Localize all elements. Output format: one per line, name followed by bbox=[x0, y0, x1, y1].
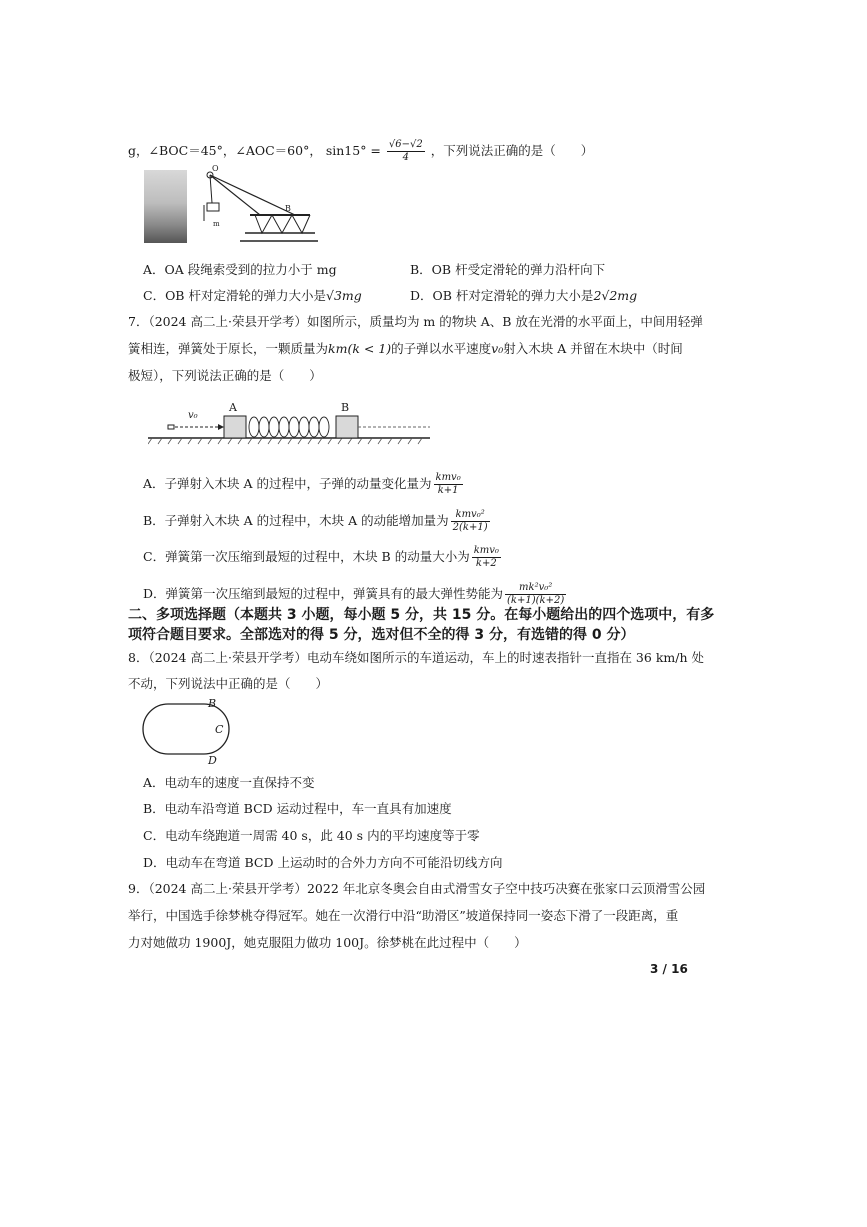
q7-option-b-fraction bbox=[451, 509, 490, 534]
q6-option-d-text: D．OB 杆对定滑轮的弹力大小是 bbox=[410, 288, 594, 303]
label-o: O bbox=[212, 164, 219, 173]
q7-option-a-text: A．子弹射入木块 A 的过程中，子弹的动量变化量为 bbox=[143, 476, 432, 491]
q6-option-c-math: √3mg bbox=[325, 288, 362, 303]
q7-option-a bbox=[143, 472, 465, 497]
q6-option-c-text: C．OB 杆对定滑轮的弹力大小是 bbox=[143, 288, 326, 303]
q6-option-d bbox=[410, 288, 637, 304]
q7-b-den: 2(k+1) bbox=[452, 522, 488, 533]
crane-photo bbox=[144, 170, 187, 243]
q7-a-den: k+1 bbox=[437, 485, 459, 496]
q6-option-c bbox=[143, 288, 362, 304]
q7-b-num: kmv₀² bbox=[451, 509, 490, 522]
q7-d-den: (k+1)(k+2) bbox=[507, 595, 565, 606]
spring-blocks-diagram bbox=[148, 398, 433, 448]
q7-option-c bbox=[143, 545, 503, 570]
q8-option-a: A．电动车的速度一直保持不变 bbox=[143, 775, 315, 790]
q6-intro bbox=[128, 139, 593, 164]
q7-line2-suffix: 射入木块 A 并留在木块中（时间 bbox=[503, 341, 683, 356]
label-block-a: A bbox=[229, 401, 237, 414]
q6-intro-suffix: ，下列说法正确的是（ ） bbox=[430, 143, 594, 158]
sin-fraction bbox=[387, 139, 425, 164]
q7-option-d-fraction bbox=[505, 582, 566, 607]
sin-label: sin15° = bbox=[325, 143, 381, 158]
q7-line2-prefix: 簧相连，弹簧处于原长，一颗质量为 bbox=[128, 341, 329, 356]
q7-d-num: mk²v₀² bbox=[505, 582, 566, 595]
q7-line2-mid: 的子弹以水平速度 bbox=[391, 341, 492, 356]
crane-diagram bbox=[200, 163, 320, 248]
q7-option-b bbox=[143, 509, 492, 534]
section2-heading-line1: 二、多项选择题（本题共 3 小题，每小题 5 分，共 15 分。在每小题给出的四个选项中，有多 bbox=[128, 607, 715, 623]
section2-heading-line2: 项符合题目要求。全部选对的得 5 分，选对但不全的得 3 分，有选错的得 0 分） bbox=[128, 627, 635, 643]
label-v0: v₀ bbox=[188, 410, 198, 421]
label-m: m bbox=[213, 220, 220, 228]
q9-line3: 力对她做功 1900J，她克服阻力做功 100J。徐梦桃在此过程中（ ） bbox=[128, 935, 527, 950]
q8-line2: 不动，下列说法中正确的是（ ） bbox=[128, 676, 329, 691]
q7-c-num: kmv₀ bbox=[473, 545, 499, 556]
label-b: B bbox=[285, 204, 291, 213]
q7-option-c-text: C．弹簧第一次压缩到最短的过程中，木块 B 的动量大小为 bbox=[143, 549, 470, 564]
label-b: B bbox=[208, 698, 217, 710]
q8-option-c: C．电动车绕跑道一周需 40 s，此 40 s 内的平均速度等于零 bbox=[143, 828, 480, 843]
q9-line1: 9．（2024 高二上·荣县开学考）2022 年北京冬奥会自由式滑雪女子空中技巧决赛在张家口云顶滑雪公园 bbox=[128, 881, 706, 896]
q7-c-den: k+2 bbox=[475, 558, 497, 569]
q8-option-d: D．电动车在弯道 BCD 上运动时的合外力方向不可能沿切线方向 bbox=[143, 855, 503, 870]
q7-line2-math2: v₀ bbox=[491, 341, 504, 356]
q6-option-b: B．OB 杆受定滑轮的弹力沿杆向下 bbox=[410, 262, 606, 277]
page-number: 3 / 16 bbox=[650, 962, 688, 976]
sin-denominator: 4 bbox=[402, 152, 409, 163]
q7-option-b-text: B．子弹射入木块 A 的过程中，木块 A 的动能增加量为 bbox=[143, 513, 449, 528]
label-c: C bbox=[215, 723, 224, 736]
q8-option-b: B．电动车沿弯道 BCD 运动过程中，车一直具有加速度 bbox=[143, 801, 452, 816]
label-d: D bbox=[208, 754, 217, 766]
q7-line2-math1: km(k < 1) bbox=[328, 341, 392, 356]
q7-line2 bbox=[128, 341, 683, 357]
q7-line3: 极短），下列说法正确的是（ ） bbox=[128, 368, 322, 383]
label-block-b: B bbox=[341, 401, 350, 414]
q8-line1: 8．（2024 高二上·荣县开学考）电动车绕如图所示的车道运动，车上的时速表指针一直指在 36 km/h 处 bbox=[128, 650, 704, 665]
q7-option-a-fraction bbox=[434, 472, 463, 497]
q7-a-num: kmv₀ bbox=[435, 472, 461, 483]
q7-option-c-fraction bbox=[472, 545, 501, 570]
sin-numerator: √6−√2 bbox=[388, 139, 423, 150]
q6-intro-prefix: g，∠BOC＝45°，∠AOC＝60°， bbox=[128, 143, 322, 158]
q9-line2: 举行，中国选手徐梦桃夺得冠军。她在一次滑行中沿“助滑区”坡道保持同一姿态下滑了一段距离，重 bbox=[128, 908, 679, 923]
q6-option-d-math: 2√2mg bbox=[593, 288, 638, 303]
q7-option-d bbox=[143, 582, 568, 607]
racetrack-diagram bbox=[142, 698, 237, 766]
q7-option-d-text: D．弹簧第一次压缩到最短的过程中，弹簧具有的最大弹性势能为 bbox=[143, 586, 504, 601]
q6-option-a: A．OA 段绳索受到的拉力小于 mg bbox=[143, 262, 337, 277]
q7-line1: 7．（2024 高二上·荣县开学考）如图所示，质量均为 m 的物块 A、B 放在光滑的水平面上，中间用轻弹 bbox=[128, 314, 703, 329]
